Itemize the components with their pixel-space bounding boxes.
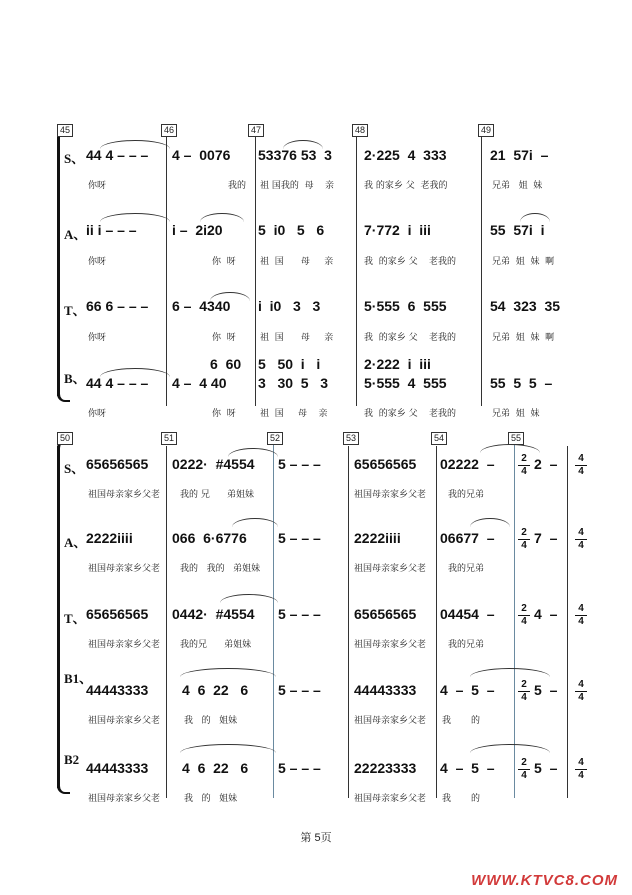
lyric: 祖 国 母 亲 [260, 257, 334, 267]
lyric: 祖国母亲家乡父老 [354, 490, 427, 500]
measure-number: 52 [267, 432, 283, 445]
notes: 5 – [534, 682, 558, 698]
lyric: 我 的家乡 父 老我的 [364, 333, 457, 343]
notes: 4 6 22 6 [182, 682, 249, 698]
lyric: 兄弟 姐 妹 啊 [492, 333, 555, 343]
lyric: 你 呀 [212, 333, 236, 343]
lyric: 兄弟 姐 妹 啊 [492, 257, 555, 267]
notes: 2·225 4 333 [364, 147, 447, 163]
notes: 5 – [534, 760, 558, 776]
lyric: 我的兄弟 [448, 564, 485, 574]
notes-upper: 2·222 i iii [364, 356, 431, 372]
lyric: 祖国母亲家乡父老 [88, 564, 161, 574]
lyric: 祖 国 母 亲 [260, 333, 334, 343]
lyric: 祖国母亲家乡父老 [354, 564, 427, 574]
measure-number: 48 [352, 124, 368, 137]
notes: ii i – – – [86, 222, 137, 238]
lyric: 你呀 [88, 333, 107, 343]
notes: 4 – [534, 606, 558, 622]
page-number: 第 5页 [300, 832, 332, 844]
notes: 3 30 5 3 [258, 375, 329, 391]
site-watermark: WWW.KTVC8.COM [471, 872, 618, 889]
notes: 5·555 6 555 [364, 298, 447, 314]
part-label-bass-2: B2 [64, 752, 80, 767]
lyric: 祖国母亲家乡父老 [88, 640, 161, 650]
measure-number: 49 [478, 124, 494, 137]
system-1-bracket [57, 134, 65, 396]
lyric: 我的兄 弟姐妹 [180, 640, 252, 650]
lyric: 祖国母亲家乡父老 [354, 716, 427, 726]
notes: 44 4 – – – [86, 147, 149, 163]
part-label-tenor: T、 [64, 303, 86, 318]
notes: 2222iiii [354, 530, 401, 546]
notes: 02222 – [440, 456, 495, 472]
part-label-bass: B、 [64, 371, 86, 386]
lyric: 我 的家乡 父 老我的 [364, 257, 457, 267]
notes: 54 323 35 [490, 298, 561, 314]
notes: 65656565 [86, 606, 149, 622]
lyric: 祖 国我的 母 亲 [260, 181, 335, 191]
notes: 65656565 [354, 456, 417, 472]
notes-upper: 5 50 i i [258, 356, 321, 372]
lyric: 祖国母亲家乡父老 [354, 640, 427, 650]
notes: 55 5 5 – [490, 375, 553, 391]
notes: 066 6·6776 [172, 530, 247, 546]
lyric: 兄弟 姐 妹 [492, 181, 543, 191]
lyric: 我 的 [442, 794, 481, 804]
notes: 7·772 i iii [364, 222, 431, 238]
lyric: 我的兄弟 [448, 640, 485, 650]
notes: 65656565 [354, 606, 417, 622]
lyric: 我 的 姐妹 [184, 716, 238, 726]
lyric: 我的 兄 弟姐妹 [180, 490, 255, 500]
notes: 21 57i – [490, 147, 549, 163]
lyric: 我 的家乡 父 老我的 [364, 409, 457, 419]
notes: 4 – 5 – [440, 760, 495, 776]
notes: 4 – 5 – [440, 682, 495, 698]
notes: 5 – – – [278, 606, 321, 622]
notes: 0442· #4554 [172, 606, 255, 622]
notes: 04454 – [440, 606, 495, 622]
notes: 5 – – – [278, 760, 321, 776]
lyric: 兄弟 姐 妹 [492, 409, 540, 419]
measure-number: 45 [57, 124, 73, 137]
notes: 2222iiii [86, 530, 133, 546]
part-label-soprano: S、 [64, 461, 85, 476]
notes: 55 57i i [490, 222, 545, 238]
notes-upper: 6 60 [210, 356, 242, 372]
notes: 4 – 0076 [172, 147, 231, 163]
lyric: 祖国母亲家乡父老 [88, 794, 161, 804]
notes: 4 – 4 40 [172, 375, 227, 391]
notes: 22223333 [354, 760, 417, 776]
notes: 5 – – – [278, 456, 321, 472]
part-label-bass-1: B1、 [64, 671, 93, 686]
notes: i – 2i20 [172, 222, 223, 238]
notes: 44443333 [354, 682, 417, 698]
measure-number: 46 [161, 124, 177, 137]
notes: 53376 53 3 [258, 147, 332, 163]
notes: 5 – – – [278, 682, 321, 698]
part-label-alto: A、 [64, 535, 87, 550]
notes: 5·555 4 555 [364, 375, 447, 391]
notes: 6 – 4340 [172, 298, 231, 314]
notes: 0222· #4554 [172, 456, 255, 472]
measure-number: 55 [508, 432, 524, 445]
score-page: 45 46 47 48 49 S、 44 4 – – – 4 – 0076 53376 53 3 2·225 4 333 21 57i – 你呀 我的 祖 国我的 母 亲 我 的家乡 父 老我的 兄弟 姐 妹 A、 ii i – – – i – 2i20 5 i0 5 6 7·772 i iii 55 57i i 你呀 你 呀 祖 国 母 亲 我 的家乡 父 老我的 兄弟 姐 妹 啊 T、 66 6 – – – 6 – 4340 i i0 3 3 5·555 6 555 54 323 35 你呀 你 呀 祖 国 母 亲 我 的家乡 父 老我的 兄弟 姐 妹 啊 B、 6 60 5 50 i i 2·222 i iii 44 4 – – – 4 – 4 40 3 30 5 3 5·555 4 555 55 5 5 – 你呀 你 呀 祖 国 母 亲 我 的家乡 父 老我的 兄弟 姐 妹 50 51 52 53 54 55 2 4 4 4 2 4 4 4 2 4 4 4 2 4 4 4 2 4 4 4 S、 65656565 0222· #4554 5 – – – 65656565 02222 – 2 – 祖国母亲家乡父老 我的 兄 弟姐妹 祖国母亲家乡父老 我的兄弟 A、 2222iiii 066 6·6776 5 – – – 2222iiii 06677 – 7 – 祖国母亲家乡父老 我的 我的 弟姐妹 祖国母亲家乡父老 我的兄弟 T、 65656565 0442· #4554 5 – – – 65656565 04454 – 4 – 祖国母亲家乡父老 我的兄 弟姐妹 祖国母亲家乡父老 我的兄弟 B1、 44443333 4 6 22 6 5 – – – 44443333 4 – 5 – 5 – 祖国母亲家乡父老 我 的 姐妹 祖国母亲家乡父老 我 的 B2 44443333 4 6 22 6 5 – – – 22223333 4 – 5 – 5 – 祖国母亲家乡父老 我 的 姐妹 祖国母亲家乡父老 我 的 第 5页 WWW.KTVC8.COM [0, 0, 632, 895]
lyric: 我 的 [442, 716, 481, 726]
notes: 66 6 – – – [86, 298, 149, 314]
notes: 5 – – – [278, 530, 321, 546]
lyric: 祖国母亲家乡父老 [88, 716, 161, 726]
notes: 2 – [534, 456, 558, 472]
lyric: 你 呀 [212, 409, 236, 419]
notes: 4 6 22 6 [182, 760, 249, 776]
notes: 44443333 [86, 760, 149, 776]
lyric: 我的 我的 弟姐妹 [180, 564, 261, 574]
notes: i i0 3 3 [258, 298, 321, 314]
lyric: 祖 国 母 亲 [260, 409, 328, 419]
part-label-tenor: T、 [64, 611, 86, 626]
lyric: 你呀 [88, 409, 107, 419]
notes: 44 4 – – – [86, 375, 149, 391]
notes: 65656565 [86, 456, 149, 472]
measure-number: 47 [248, 124, 264, 137]
notes: 44443333 [86, 682, 149, 698]
measure-number: 51 [161, 432, 177, 445]
lyric: 我 的 姐妹 [184, 794, 238, 804]
lyric: 祖国母亲家乡父老 [354, 794, 427, 804]
lyric: 我 的家乡 父 老我的 [364, 181, 448, 191]
measure-number: 53 [343, 432, 359, 445]
lyric: 你呀 [88, 181, 107, 191]
notes: 06677 – [440, 530, 495, 546]
lyric: 我的兄弟 [448, 490, 485, 500]
notes: 7 – [534, 530, 558, 546]
lyric: 祖国母亲家乡父老 [88, 490, 161, 500]
lyric: 你呀 [88, 257, 107, 267]
lyric: 我的 [228, 181, 247, 191]
lyric: 你 呀 [212, 257, 236, 267]
measure-number: 54 [431, 432, 447, 445]
notes: 5 i0 5 6 [258, 222, 325, 238]
part-label-soprano: S、 [64, 151, 85, 166]
part-label-alto: A、 [64, 227, 87, 242]
measure-number: 50 [57, 432, 73, 445]
